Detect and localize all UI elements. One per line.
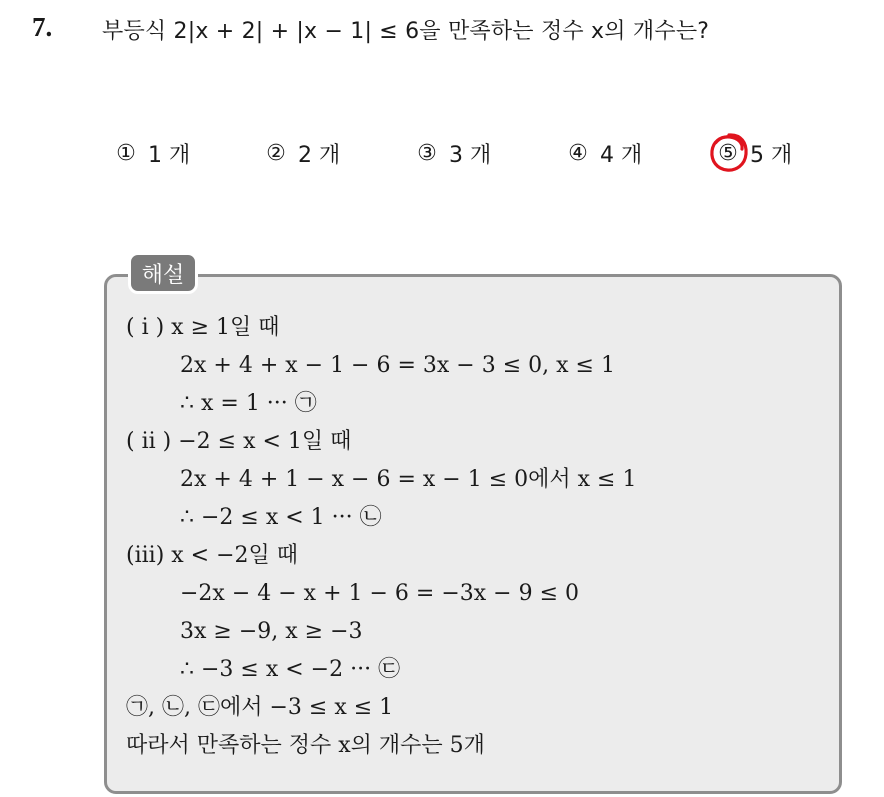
solution-case-2-step: 2x + 4 + 1 − x − 6 = x − 1 ≤ 0에서 x ≤ 1 xyxy=(180,467,637,492)
choice-label-3: 3 개 xyxy=(449,143,492,168)
question-number: 7. xyxy=(32,12,53,42)
choice-mark-5 xyxy=(714,141,742,166)
solution-case-1-heading: ( i ) x ≥ 1일 때 xyxy=(126,315,280,340)
solution-case-3-step: −2x − 4 − x + 1 − 6 = −3x − 9 ≤ 0 xyxy=(180,581,580,606)
choice-label-4: 4 개 xyxy=(600,143,643,168)
solution-conclusion: 따라서 만족하는 정수 x의 개수는 5개 xyxy=(126,733,485,758)
solution-case-1-result: ∴ x = 1 ··· ㉠ xyxy=(180,391,317,416)
choice-4[interactable] xyxy=(564,138,642,169)
solution-tab-label: 해설 xyxy=(128,252,198,294)
choice-mark-2: ② xyxy=(266,141,286,166)
solution-case-1-step: 2x + 4 + x − 1 − 6 = 3x − 3 ≤ 0, x ≤ 1 xyxy=(180,353,615,378)
solution-case-3-step-2: 3x ≥ −9, x ≥ −3 xyxy=(180,619,363,644)
solution-combined-range: ㉠, ㉡, ㉢에서 −3 ≤ x ≤ 1 xyxy=(126,695,394,720)
choice-mark-1: ① xyxy=(116,141,136,166)
choice-label-2: 2 개 xyxy=(298,143,341,168)
solution-case-2-result: ∴ −2 ≤ x < 1 ··· ㉡ xyxy=(180,505,382,530)
choice-mark-4: ④ xyxy=(568,141,588,166)
solution-case-2-heading: ( ii ) −2 ≤ x < 1일 때 xyxy=(126,429,352,454)
question-text: 부등식 2|x + 2| + |x − 1| ≤ 6을 만족하는 정수 x의 개수는? xyxy=(102,19,710,44)
choice-mark-5-glyph: ⑤ xyxy=(718,141,738,166)
choice-label-1: 1 개 xyxy=(148,143,191,168)
answer-choices xyxy=(0,138,884,174)
choice-mark-3: ③ xyxy=(417,141,437,166)
choice-3[interactable] xyxy=(413,138,491,169)
choice-5[interactable] xyxy=(714,138,792,169)
solution-case-3-heading: (iii) x < −2일 때 xyxy=(126,543,299,568)
solution-case-3-result: ∴ −3 ≤ x < −2 ··· ㉢ xyxy=(180,657,401,682)
choice-1[interactable] xyxy=(112,138,190,169)
choice-label-5: 5 개 xyxy=(750,143,793,168)
choice-2[interactable] xyxy=(262,138,340,169)
